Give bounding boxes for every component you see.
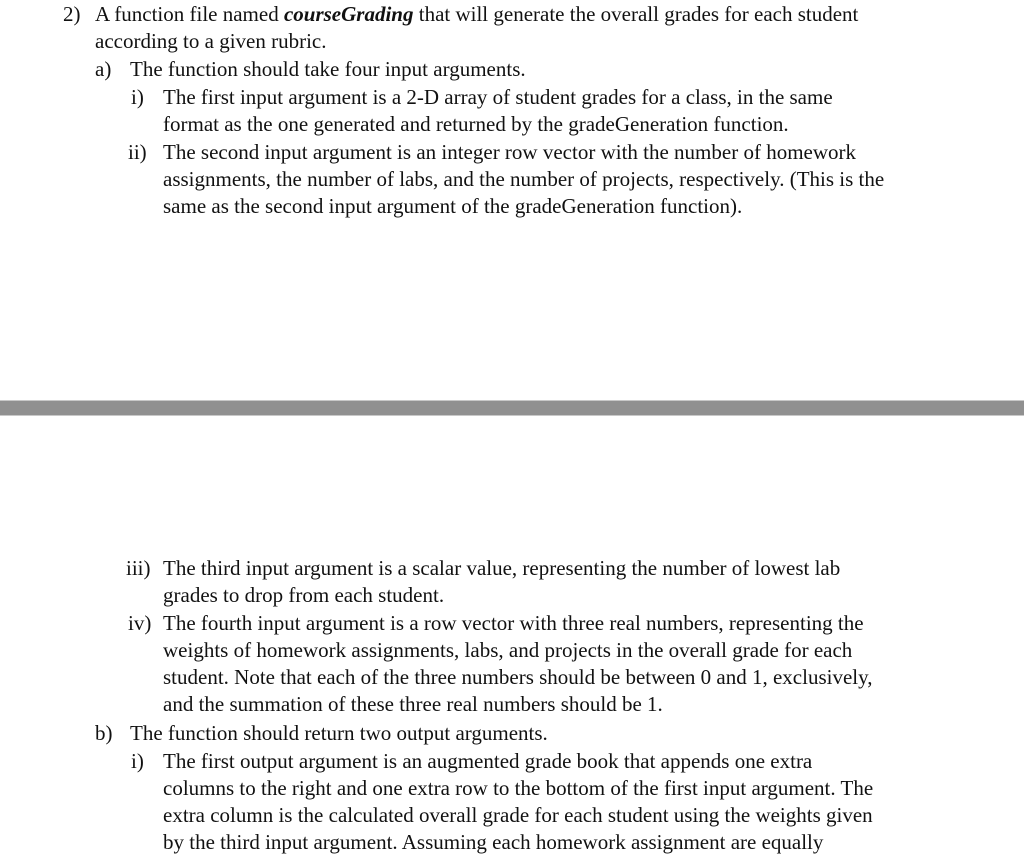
text-span: A function file named (95, 2, 284, 26)
question-label: 2) (63, 2, 81, 26)
item-i-label: i) (131, 85, 144, 109)
item-b-i-label: i) (131, 749, 144, 773)
part-b-text: The function should return two output arguments. (130, 721, 548, 745)
document-page-bottom (0, 416, 1024, 854)
item-iv-line-3: student. Note that each of the three numbers should be between 0 and 1, exclusively, (163, 665, 873, 689)
text-span: that will generate the overall grades for each student (413, 2, 859, 26)
item-b-i-line-2: columns to the right and one extra row to the bottom of the first input argument. The (163, 776, 874, 800)
question-number (63, 1, 81, 28)
item-i-line-2: format as the one generated and returned by the gradeGeneration function. (163, 112, 789, 136)
function-name-emphasis: courseGrading (283, 2, 414, 26)
part-b-label: b) (95, 721, 113, 745)
question-2-line-2: according to a given rubric. (95, 29, 327, 53)
item-ii-line-2: assignments, the number of labs, and the number of projects, respectively. (This is the (163, 167, 885, 191)
item-i-line-1: The first input argument is a 2-D array of student grades for a class, in the same (163, 85, 833, 109)
item-ii-line-1: The second input argument is an integer row vector with the number of homework (163, 140, 857, 164)
page-break-divider (0, 400, 1024, 416)
item-iv-label: iv) (128, 611, 152, 635)
item-ii-label: ii) (128, 140, 147, 164)
part-a-text: The function should take four input arguments. (130, 57, 526, 81)
part-a-label: a) (95, 57, 112, 81)
item-ii-line-3: same as the second input argument of the gradeGeneration function). (163, 194, 743, 218)
item-iii-line-1: The third input argument is a scalar value, representing the number of lowest lab (163, 556, 841, 580)
item-b-i-line-4: by the third input argument. Assuming each homework assignment are equally (163, 830, 824, 854)
item-iv-line-2: weights of homework assignments, labs, and projects in the overall grade for each (163, 638, 853, 662)
item-iii-label: iii) (126, 556, 151, 580)
item-iv-line-1: The fourth input argument is a row vector with three real numbers, representing the (163, 611, 864, 635)
item-iii-line-2: grades to drop from each student. (163, 583, 445, 607)
question-2-line-1 (95, 1, 858, 28)
item-b-i-line-1: The first output argument is an augmented grade book that appends one extra (163, 749, 813, 773)
item-iv-line-4: and the summation of these three real numbers should be 1. (163, 692, 663, 716)
document-page-top (0, 0, 1024, 400)
item-b-i-line-3: extra column is the calculated overall grade for each student using the weights given (163, 803, 873, 827)
